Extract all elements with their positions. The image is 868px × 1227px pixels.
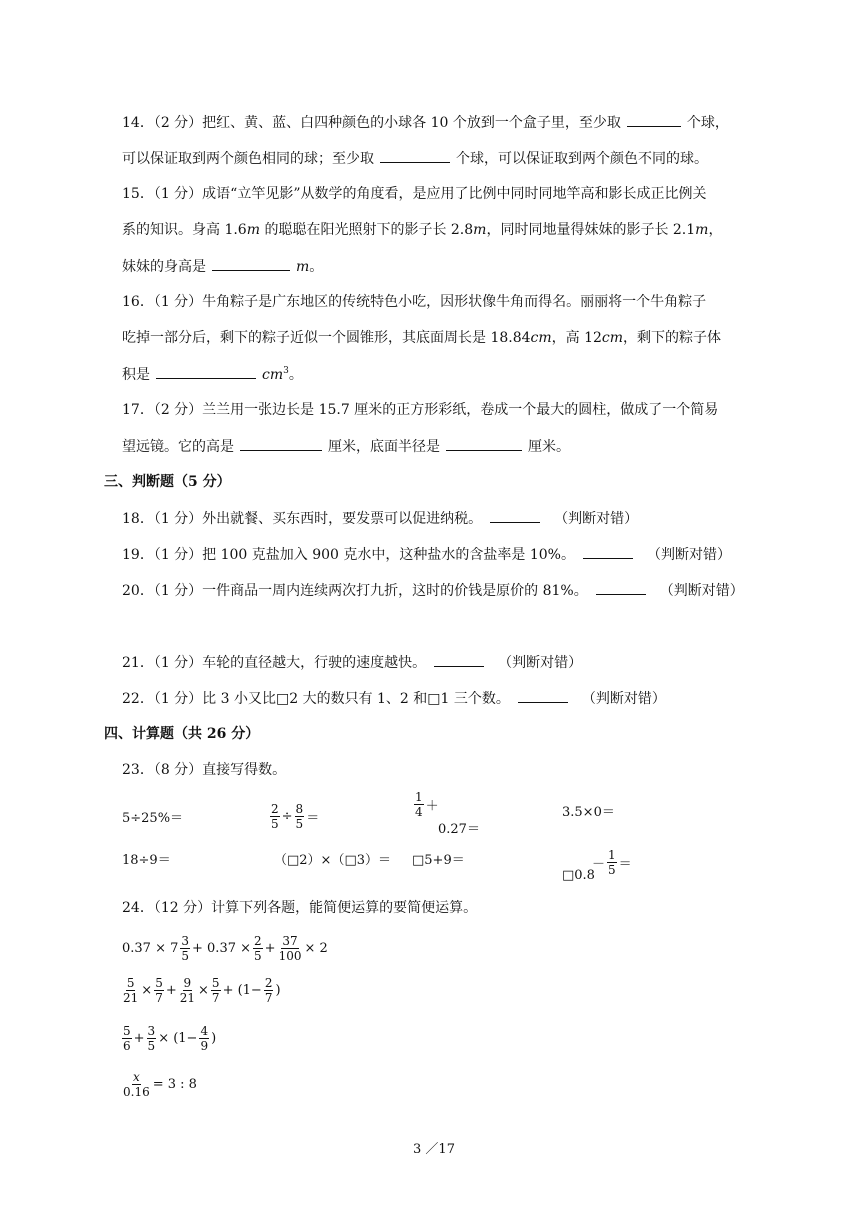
denominator: 5 <box>295 816 304 831</box>
expr-text: ) <box>211 1030 217 1046</box>
fraction <box>414 790 424 819</box>
expr-text: × <box>198 982 209 998</box>
unit: cm <box>601 330 624 346</box>
answer-blank[interactable] <box>380 148 450 163</box>
judge-text: 22．（1 分）比 3 小又比□2 大的数只有 1、2 和□1 三个数。 <box>122 691 510 707</box>
expr-text: × 2 <box>304 940 328 956</box>
judge-item <box>122 652 582 673</box>
fraction <box>264 976 274 1005</box>
calc-item: □5+9＝ <box>412 852 465 868</box>
denominator: 5 <box>271 816 279 831</box>
q15-text: ， <box>708 222 723 238</box>
judge-suffix: （判断对错） <box>659 583 744 599</box>
q14-line2 <box>122 148 708 169</box>
q15-line3 <box>122 256 323 277</box>
expression <box>122 930 328 966</box>
denominator: 6 <box>123 1038 131 1053</box>
fraction <box>122 1024 132 1053</box>
q17-text: 厘米，底面半径是 <box>328 439 440 455</box>
denominator: 7 <box>211 990 220 1005</box>
answer-blank[interactable] <box>583 544 633 559</box>
numerator: x <box>132 1069 140 1084</box>
denominator: 4 <box>415 804 423 819</box>
numerator: 5 <box>126 975 135 990</box>
q23-title: 23．（8 分）直接写得数。 <box>122 762 287 778</box>
denominator: 21 <box>123 990 139 1005</box>
fraction <box>179 976 196 1005</box>
numerator: 2 <box>271 801 279 816</box>
q16-text: 。 <box>288 367 303 383</box>
denominator: 100 <box>278 948 302 963</box>
numerator: 1 <box>608 847 616 862</box>
unit: cm <box>530 330 552 346</box>
denominator: 9 <box>200 1038 209 1053</box>
q14-text: 个球，可以保证取到两个颜色不同的球。 <box>456 151 708 167</box>
fraction <box>180 934 190 963</box>
answer-blank[interactable] <box>434 652 484 667</box>
q24-title: 24．（12 分）计算下列各题，能简便运算的要简便运算。 <box>122 900 478 916</box>
q15-line2 <box>122 220 722 240</box>
q14-line1 <box>122 112 729 133</box>
denominator: 5 <box>254 948 262 963</box>
expr-text: + <box>264 940 276 956</box>
fraction <box>122 976 139 1005</box>
expr-text: + (1− <box>222 982 262 998</box>
calc-item: 3.5×0＝ <box>562 804 615 820</box>
numerator: 4 <box>200 1023 209 1038</box>
numerator: 5 <box>123 1023 131 1038</box>
q16-text: ，高 12 <box>551 330 602 346</box>
q16-line1: 16．（1 分）牛角粽子是广东地区的传统特色小吃，因形状像牛角而得名。丽丽将一个牛角粽子 <box>122 294 707 310</box>
operator: ÷ <box>281 808 293 824</box>
unit: cm <box>262 367 284 383</box>
q14-text: 14．（2 分）把红、黄、蓝、白四种颜色的小球各 10 个放到一个盒子里，至少取 <box>122 115 621 131</box>
q17-text: 厘米。 <box>528 439 570 455</box>
calc-item <box>592 842 632 882</box>
calc-item: （□2）×（□3）＝ <box>274 852 392 868</box>
fraction <box>147 1024 157 1053</box>
expr-text: + <box>133 1030 145 1046</box>
q16-line3 <box>122 364 303 385</box>
q16-text: 积是 <box>122 367 150 383</box>
answer-blank[interactable] <box>212 256 290 271</box>
judge-item <box>122 580 744 601</box>
q15-line1: 15．（1 分）成语“立竿见影”从数学的角度看，是应用了比例中同时同地竿高和影长成正比例关 <box>122 186 707 202</box>
denominator: 21 <box>179 990 196 1005</box>
fraction <box>122 1070 151 1099</box>
fraction <box>607 848 617 877</box>
equals: ＝ <box>618 856 632 872</box>
expression <box>120 1066 197 1102</box>
q16-text: 吃掉一部分后，剩下的粽子近似一个圆锥形，其底面周长是 18.84 <box>122 330 531 346</box>
numerator: 37 <box>282 933 298 948</box>
unit: m <box>296 259 310 275</box>
denominator: 7 <box>264 990 273 1005</box>
denominator: 7 <box>155 990 163 1005</box>
numerator: 5 <box>155 975 163 990</box>
page-number: 3 ／17 <box>413 1142 455 1157</box>
numerator: 9 <box>183 975 192 990</box>
judge-item <box>122 688 666 709</box>
judge-suffix: （判断对错） <box>554 511 639 527</box>
expression <box>120 972 281 1008</box>
operator: － <box>592 856 606 872</box>
q17-line1: 17．（2 分）兰兰用一张边长是 15.7 厘米的正方形彩纸，卷成一个最大的圆柱，做成了一个简易 <box>122 402 719 418</box>
calc-item <box>268 796 319 836</box>
q17-text: 望远镜。它的高是 <box>122 439 234 455</box>
operator: ＋ <box>425 798 439 814</box>
q15-text: 。 <box>309 259 324 275</box>
expr-text: + <box>165 982 177 998</box>
expr-text: × (1− <box>158 1030 198 1046</box>
numerator: 3 <box>181 933 190 948</box>
judge-text: 19．（1 分）把 100 克盐加入 900 克水中，这种盐水的含盐率是 10%。 <box>122 547 575 563</box>
q16-line2 <box>122 328 721 348</box>
fraction <box>211 976 221 1005</box>
numerator: 5 <box>211 975 220 990</box>
calc-item: 5÷25%＝ <box>122 810 184 826</box>
judge-suffix: （判断对错） <box>498 655 583 671</box>
expr-text: + 0.37 × <box>192 940 252 956</box>
q17-line2 <box>122 436 570 457</box>
judge-suffix: （判断对错） <box>581 691 666 707</box>
numerator: 8 <box>295 801 304 816</box>
fraction <box>199 1024 209 1053</box>
judge-text: 21．（1 分）车轮的直径越大，行驶的速度越快。 <box>122 655 427 671</box>
calc-item-tail: 0.27＝ <box>438 821 480 837</box>
superscript: 3 <box>283 366 289 376</box>
unit: m <box>246 222 260 238</box>
fraction <box>295 802 305 831</box>
expr-text: × <box>141 982 153 998</box>
judge-item <box>122 508 638 529</box>
expression <box>120 1020 216 1056</box>
answer-blank[interactable] <box>490 508 540 523</box>
judge-suffix: （判断对错） <box>646 547 731 563</box>
calc-item: 18÷9＝ <box>122 852 171 868</box>
denominator: 0.16 <box>123 1084 150 1099</box>
expr-text: = 3 : 8 <box>152 1076 197 1092</box>
numerator: 2 <box>264 975 273 990</box>
section-title-calc: 四、计算题（共 26 分） <box>104 726 260 742</box>
answer-blank[interactable] <box>596 580 646 595</box>
answer-blank[interactable] <box>156 364 256 379</box>
numerator: 3 <box>147 1023 156 1038</box>
q15-text: 的聪聪在阳光照射下的影子长 2.8 <box>260 222 474 238</box>
q16-text: ，剩下的粽子体 <box>623 330 722 346</box>
q14-text: 可以保证取到两个颜色相同的球；至少取 <box>122 151 374 167</box>
judge-text: 18．（1 分）外出就餐、买东西时，要发票可以促进纳税。 <box>122 511 483 527</box>
unit: m <box>473 222 487 238</box>
calc-item <box>412 789 439 819</box>
denominator: 5 <box>147 1038 156 1053</box>
judge-text: 20．（1 分）一件商品一周内连续两次打九折，这时的价钱是原价的 81%。 <box>122 583 588 599</box>
judge-item <box>122 544 731 565</box>
numerator: 2 <box>254 933 262 948</box>
fraction <box>270 802 280 831</box>
answer-blank[interactable] <box>240 436 322 451</box>
equals: ＝ <box>306 810 320 826</box>
denominator: 5 <box>181 948 190 963</box>
answer-blank[interactable] <box>627 112 681 127</box>
q15-text: ，同时同地量得妹妹的影子长 2.1 <box>486 222 696 238</box>
expr-text: 0.37 × 7 <box>122 940 179 956</box>
section-title-judge: 三、判断题（5 分） <box>104 474 231 490</box>
fraction <box>278 934 303 963</box>
denominator: 5 <box>608 862 616 877</box>
numerator: 1 <box>415 789 423 804</box>
calc-item-lead: □0.8 <box>562 867 595 883</box>
answer-blank[interactable] <box>518 688 568 703</box>
q14-text: 个球， <box>686 115 729 131</box>
expr-text: ) <box>275 982 281 998</box>
fraction <box>253 934 263 963</box>
fraction <box>154 976 164 1005</box>
q15-text: 妹妹的身高是 <box>122 259 206 275</box>
answer-blank[interactable] <box>446 436 522 451</box>
unit: m <box>695 222 709 238</box>
q15-text: 系的知识。身高 1.6 <box>122 222 247 238</box>
